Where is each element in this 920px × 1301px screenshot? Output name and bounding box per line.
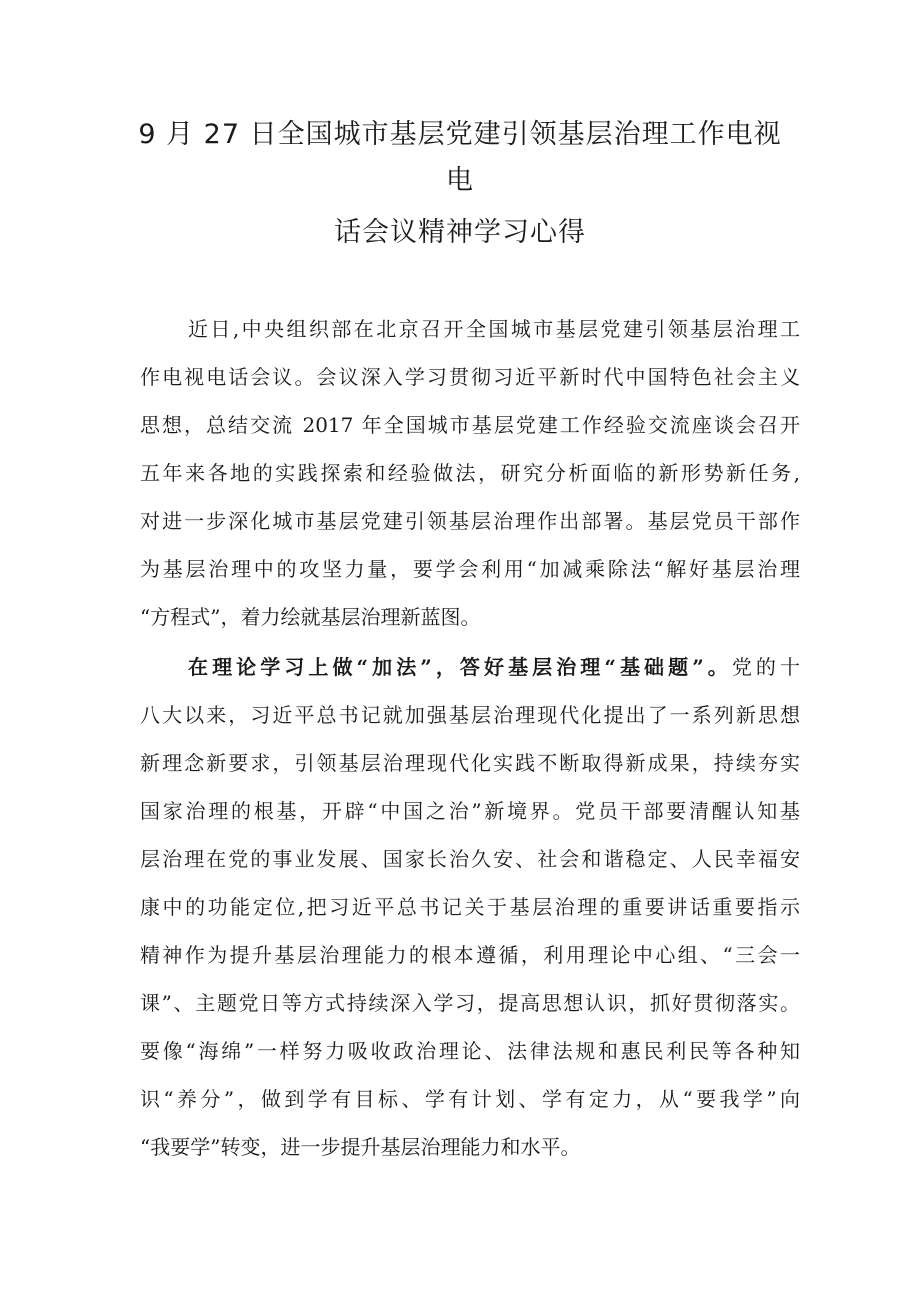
title-line-3: 话会议精神学习心得 (334, 217, 586, 248)
paragraph2-line-3: 新理念新要求，引领基层治理现代化实践不断取得新成果，持续夯实 (140, 751, 800, 775)
paragraph2-line-5: 层治理在党的事业发展、国家长治久安、社会和谐稳定、人民幸福安 (140, 847, 800, 871)
paragraph1-line-4: 五年来各地的实践探索和经验做法，研究分析面临的新形势新任务, (140, 461, 800, 485)
paragraph1-line-2: 作电视电话会议。会议深入学习贯彻习近平新时代中国特色社会主义 (140, 365, 800, 389)
paragraph2-line-4: 国家治理的根基，开辟“中国之治”新境界。党员干部要清醒认知基 (140, 799, 800, 823)
paragraph1-line-3: 思想，总结交流 2017 年全国城市基层党建工作经验交流座谈会召开 (140, 413, 800, 437)
title-line-1: 9 月 27 日全国城市基层党建引领基层治理工作电视 (138, 119, 782, 150)
paragraph1-line-1: 近日,中央组织部在北京召开全国城市基层党建引领基层治理工 (188, 317, 800, 341)
title-line-2: 电 (446, 165, 474, 196)
paragraph2-line-9: 要像“海绵”一样努力吸收政治理论、法律法规和惠民利民等各种知 (140, 1039, 800, 1063)
paragraph2-line-8: 课”、主题党日等方式持续深入学习，提高思想认识，抓好贯彻落实。 (140, 991, 800, 1015)
paragraph2-line-1 (188, 651, 800, 683)
paragraph2-line-11: “我要学”转变，进一步提升基层治理能力和水平。 (140, 1135, 581, 1159)
paragraph1-line-6: 为基层治理中的攻坚力量，要学会利用“加减乘除法“解好基层治理 (140, 557, 800, 581)
paragraph1-line-5: 对进一步深化城市基层党建引领基层治理作出部署。基层党员干部作 (140, 509, 800, 533)
paragraph2-line-6: 康中的功能定位,把习近平总书记关于基层治理的重要讲话重要指示 (140, 895, 800, 919)
paragraph2-bold-heading: 在理论学习上做“加法”，答好基层治理“基础题”。 (188, 655, 732, 679)
paragraph1-line-7: “方程式”，着力绘就基层治理新蓝图。 (140, 605, 481, 629)
paragraph2-line-7: 精神作为提升基层治理能力的根本遵循，利用理论中心组、“三会一 (140, 943, 800, 967)
paragraph2-line-10: 识“养分”，做到学有目标、学有计划、学有定力，从“要我学”向 (140, 1087, 800, 1111)
paragraph2-lead-text: 党的十 (731, 655, 801, 679)
paragraph2-line-2: 八大以来，习近平总书记就加强基层治理现代化提出了一系列新思想 (140, 703, 800, 727)
